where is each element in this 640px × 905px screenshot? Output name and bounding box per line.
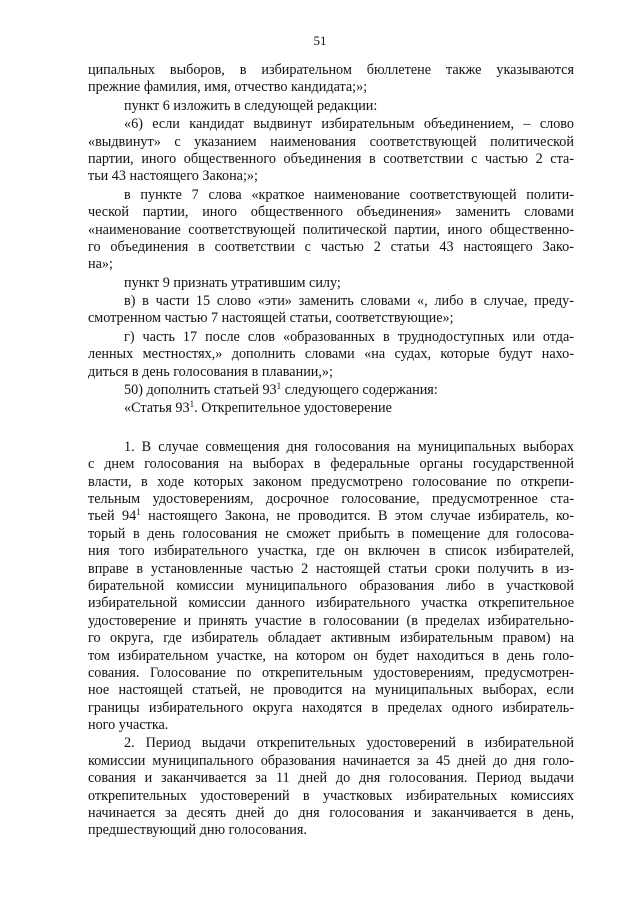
line-text: власти, в ходе которых законом предусмотрено голосование по открепи- bbox=[88, 473, 574, 490]
text-line bbox=[88, 134, 574, 151]
paragraph bbox=[88, 116, 574, 186]
line-text: сования. Голосование по открепительным удостоверениям, предусмотрен- bbox=[88, 664, 574, 681]
text-line bbox=[88, 382, 574, 399]
text-line bbox=[88, 717, 574, 734]
line-text: ного участка. bbox=[88, 717, 169, 734]
line-text: предшествующий дню голосования. bbox=[88, 822, 307, 839]
text-line bbox=[88, 491, 574, 508]
text-line bbox=[88, 474, 574, 491]
text-line bbox=[88, 400, 574, 417]
line-text: тельным удостоверениям, досрочное голосование, предусмотренное ста- bbox=[88, 490, 574, 507]
superscript: 1 bbox=[136, 507, 141, 518]
line-text: прежние фамилия, имя, отчество кандидата;»; bbox=[88, 79, 368, 96]
text-line bbox=[88, 439, 574, 456]
line-text: ленных местностях,» дополнить словами «на судах, которые будут нахо- bbox=[88, 346, 574, 363]
text-line bbox=[88, 682, 574, 699]
line-text: с днем голосования на выборах в федеральные органы государственной bbox=[88, 456, 574, 473]
line-text: пункт 6 изложить в следующей редакции: bbox=[124, 97, 378, 114]
text-line bbox=[88, 364, 574, 381]
line-text: г) часть 17 после слов «образованных в труднодоступных или отда- bbox=[124, 328, 574, 345]
text-line bbox=[88, 700, 574, 717]
text-line bbox=[88, 310, 574, 327]
text-line bbox=[88, 735, 574, 752]
text-line bbox=[88, 543, 574, 560]
paragraph bbox=[88, 62, 574, 97]
paragraph bbox=[88, 382, 574, 399]
text-line bbox=[88, 256, 574, 273]
line-text: сования и заканчивается за 11 дней до дня голосования. Период выдачи bbox=[88, 770, 574, 787]
paragraph bbox=[88, 275, 574, 292]
paragraph-gap bbox=[88, 419, 574, 439]
text-line bbox=[88, 151, 574, 168]
paragraph bbox=[88, 98, 574, 115]
text-line bbox=[88, 753, 574, 770]
text-line bbox=[88, 526, 574, 543]
text-line bbox=[88, 239, 574, 256]
text-line bbox=[88, 187, 574, 204]
line-text: 50) дополнить статьей 93 bbox=[124, 382, 277, 399]
text-line bbox=[88, 62, 574, 79]
line-text: ное настоящей статьей, не проводится на муниципальных выборах, если bbox=[88, 682, 574, 699]
text-line bbox=[88, 329, 574, 346]
text-line bbox=[88, 578, 574, 595]
paragraph bbox=[88, 187, 574, 274]
line-text: в) в части 15 слово «эти» заменить словами «, либо в случае, преду- bbox=[124, 293, 574, 310]
text-line bbox=[88, 456, 574, 473]
text-line bbox=[88, 630, 574, 647]
line-text: тьи 43 настоящего Закона;»; bbox=[88, 168, 258, 185]
text-line bbox=[88, 98, 574, 115]
text-line bbox=[88, 561, 574, 578]
line-text: диться в день голосования в плавании,»; bbox=[88, 363, 333, 380]
line-text-continued: настоящего Закона, не проводится. В этом случае избиратель, ко- bbox=[140, 508, 574, 525]
text-line bbox=[88, 293, 574, 310]
line-text: комиссии муниципального образования начинается за 45 дней до дня голо- bbox=[88, 752, 574, 769]
line-text: начинается за десять дней до дня голосования и заканчивается в день, bbox=[88, 805, 574, 822]
line-text: избирательной комиссии данного избирательного участка открепительное bbox=[88, 595, 574, 612]
line-text: партии, иного общественного объединения в соответствии с частью 2 ста- bbox=[88, 150, 574, 167]
text-line bbox=[88, 788, 574, 805]
text-line bbox=[88, 770, 574, 787]
text-line bbox=[88, 204, 574, 221]
line-text: том избирательном участке, на котором он будет находиться в день голо- bbox=[88, 647, 574, 664]
paragraph bbox=[88, 400, 574, 417]
line-text: на»; bbox=[88, 256, 113, 273]
line-text: «наименование соответствующей политической партии, иного общественно- bbox=[88, 221, 574, 238]
line-text: смотренном частью 7 настоящей статьи, соответствующие»; bbox=[88, 310, 454, 327]
text-line bbox=[88, 822, 574, 839]
line-text: ципальных выборов, в избирательном бюллетене также указываются bbox=[88, 62, 574, 78]
text-line bbox=[88, 508, 574, 525]
text-line bbox=[88, 222, 574, 239]
paragraph bbox=[88, 329, 574, 381]
text-line bbox=[88, 648, 574, 665]
paragraph bbox=[88, 293, 574, 328]
line-text: удостоверение и принять участие в голосовании (в пределах избирательно- bbox=[88, 612, 574, 629]
line-text: «выдвинут» с указанием наименования соответствующей политической bbox=[88, 133, 574, 150]
paragraph bbox=[88, 735, 574, 839]
line-text: «Статья 93 bbox=[124, 400, 190, 417]
text-line bbox=[88, 346, 574, 363]
text-line bbox=[88, 168, 574, 185]
line-text-continued: . Открепительное удостоверение bbox=[194, 400, 392, 417]
line-text-continued: следующего содержания: bbox=[281, 382, 438, 399]
paragraph bbox=[88, 439, 574, 735]
line-text: ния того избирательного участка, где он включен в список избирателей, bbox=[88, 543, 574, 560]
line-text: го объединения в соответствии с частью 2 статьи 43 настоящего Зако- bbox=[88, 238, 574, 255]
text-line bbox=[88, 595, 574, 612]
document-body bbox=[88, 62, 574, 841]
line-text: 1. В случае совмещения дня голосования на муниципальных выборах bbox=[124, 438, 574, 455]
line-text: в пункте 7 слова «краткое наименование соответствующей полити- bbox=[124, 186, 574, 203]
superscript: 1 bbox=[189, 399, 195, 410]
line-text: ческой партии, иного общественного объединения» заменить словами bbox=[88, 204, 574, 221]
line-text: 2. Период выдачи открепительных удостоверений в избирательной bbox=[124, 735, 574, 752]
line-text: «6) если кандидат выдвинут избирательным объединением, – слово bbox=[124, 116, 574, 133]
text-line bbox=[88, 79, 574, 96]
line-text: пункт 9 признать утратившим силу; bbox=[124, 274, 341, 291]
line-text: торый в день голосования не сможет прибыть в помещение для голосова- bbox=[88, 525, 574, 542]
text-line bbox=[88, 275, 574, 292]
line-text: вправе в установленные частью 2 настоящей статьи сроки получить в из- bbox=[88, 560, 574, 577]
line-text: тьей 94 bbox=[88, 508, 137, 525]
text-line bbox=[88, 805, 574, 822]
line-text: го округа, где избиратель обладает активным избирательным правом) на bbox=[88, 630, 574, 647]
text-line bbox=[88, 665, 574, 682]
text-line bbox=[88, 613, 574, 630]
line-text: границы избирательного округа находятся в пределах одного избиратель- bbox=[88, 699, 574, 716]
page-number: 51 bbox=[313, 33, 327, 48]
line-text: открепительных удостоверений в участковых избирательных комиссиях bbox=[88, 787, 574, 804]
line-text: бирательной комиссии муниципального образования либо в участковой bbox=[88, 577, 574, 594]
text-line bbox=[88, 116, 574, 133]
superscript: 1 bbox=[276, 381, 282, 392]
